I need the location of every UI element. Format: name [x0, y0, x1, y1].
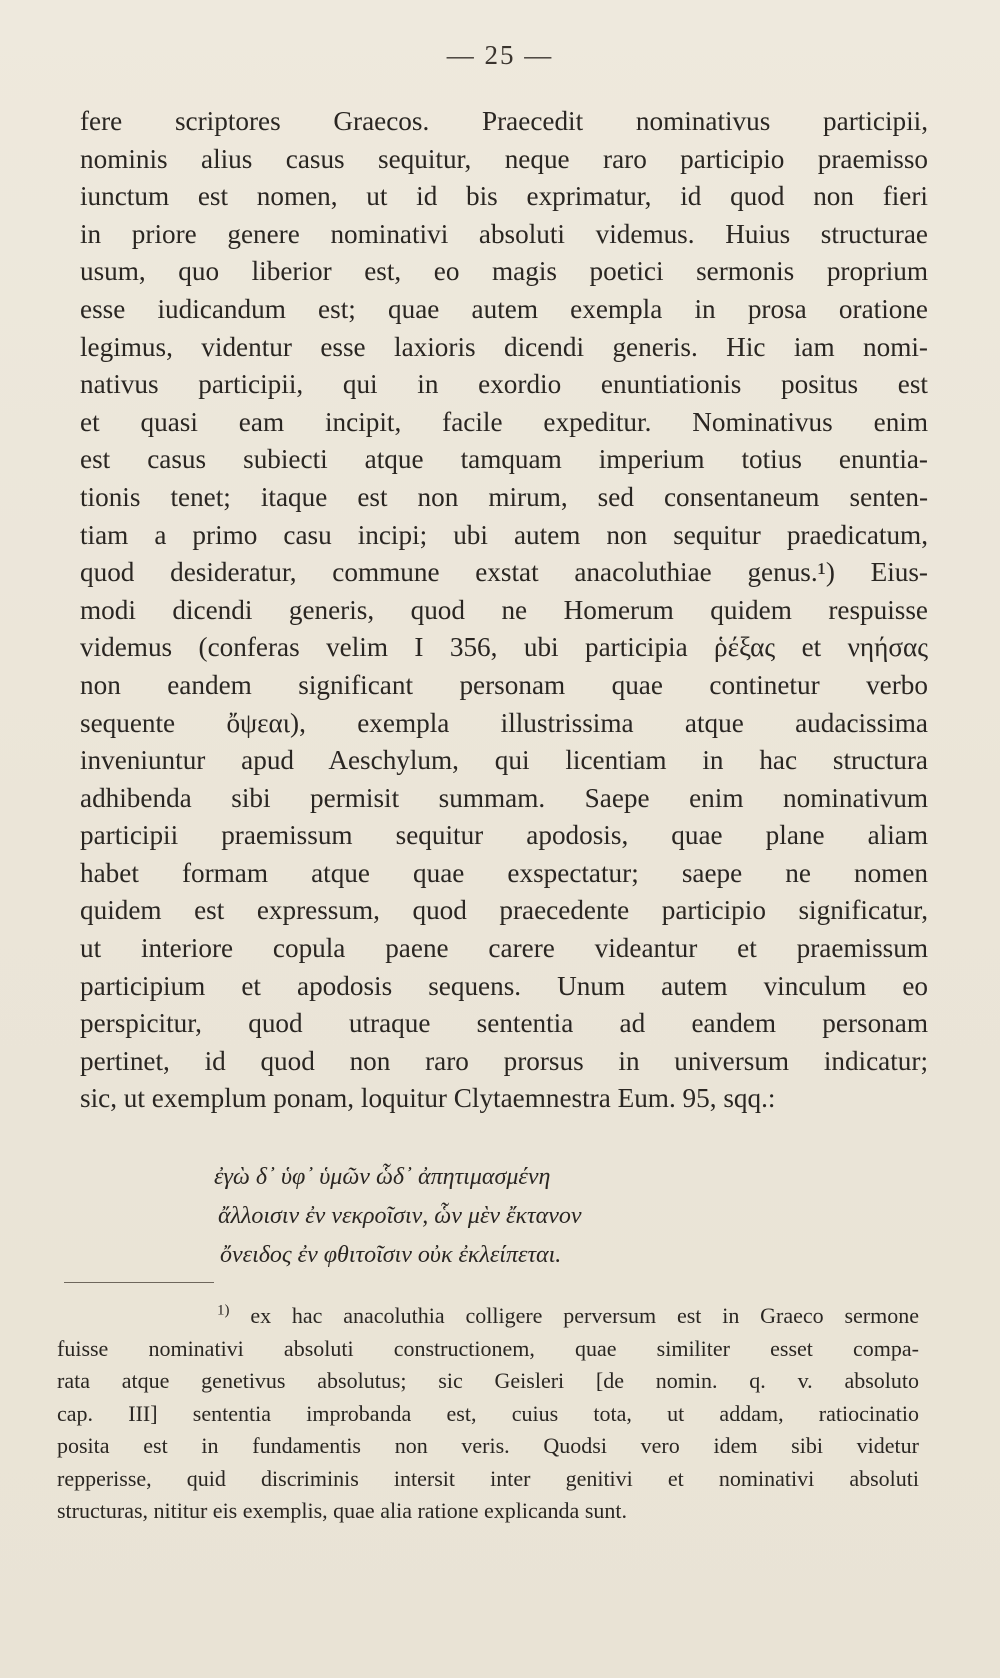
body-line: sic, ut exemplum ponam, loquitur Clytaemnestra Eum. 95, sqq.: — [80, 1083, 776, 1114]
quote-line: ἐγὼ δ᾽ ὑφ᾽ ὑμῶν ὧδ᾽ ἀπητιμασμένη — [214, 1164, 551, 1190]
body-line: tiam a primo casu incipi; ubi autem non sequitur praedicatum, — [80, 519, 928, 550]
body-line: participium et apodosis sequens. Unum autem vinculum eo — [80, 970, 928, 1001]
footnote-line: rata atque genetivus absolutus; sic Geisleri [de nomin. q. v. absoluto — [57, 1368, 919, 1393]
body-line: legimus, videntur esse laxioris dicendi generis. Hic iam nomi- — [80, 331, 928, 362]
body-line: perspicitur, quod utraque sententia ad eandem personam — [80, 1008, 928, 1039]
body-line: nativus participii, qui in exordio enuntiationis positus est — [80, 369, 928, 400]
footnote-divider — [64, 1282, 214, 1283]
footnote-line: cap. III] sententia improbanda est, cuius tota, ut addam, ratiocinatio — [57, 1400, 919, 1426]
body-line: inveniuntur apud Aeschylum, qui licentiam in hac structura — [80, 745, 928, 776]
footnote-line — [57, 1300, 919, 1333]
body-line: iunctum est nomen, ut id bis exprimatur, id quod non fieri — [80, 181, 928, 212]
body-line: sequente ὄψεαι), exempla illustrissima atque audacissima — [80, 707, 928, 738]
footnote-line: posita est in fundamentis non veris. Quodsi vero idem sibi videtur — [57, 1433, 919, 1458]
footnote-line: fuisse nominativi absoluti constructionem, quae similiter esset compa- — [57, 1335, 919, 1361]
body-line: quod desideratur, commune exstat anacoluthiae genus.¹) Eius- — [80, 557, 928, 588]
body-line: nominis alius casus sequitur, neque raro participio praemisso — [80, 143, 928, 174]
page-number: — 25 — — [446, 40, 554, 70]
body-line: habet formam atque quae exspectatur; saepe ne nomen — [80, 857, 928, 888]
quote-line: ὄνειδος ἐν φθιτοῖσιν οὐκ ἐκλείπεται. — [220, 1242, 562, 1268]
footnote-line: structuras, nititur eis exemplis, quae alia ratione explicanda sunt. — [57, 1498, 627, 1523]
body-line: et quasi eam incipit, facile expeditur. Nominativus enim — [80, 406, 928, 437]
greek-quotation — [214, 1158, 774, 1275]
body-line: adhibenda sibi permisit summam. Saepe enim nominativum — [80, 782, 928, 813]
body-line: pertinet, id quod non raro prorsus in universum indicatur; — [80, 1045, 928, 1076]
body-line: fere scriptores Graecos. Praecedit nominativus participii, — [80, 106, 928, 136]
body-line: est casus subiecti atque tamquam imperium totius enuntia- — [80, 444, 928, 475]
footnote-first-line-text: ex hac anacoluthia colligere perversum est in Graeco sermone — [250, 1303, 920, 1328]
body-text — [80, 103, 928, 1118]
body-line: in priore genere nominativi absoluti videmus. Huius structurae — [80, 218, 928, 249]
body-line: modi dicendi generis, quod ne Homerum quidem respuisse — [80, 594, 928, 625]
body-line: quidem est expressum, quod praecedente participio significatur, — [80, 895, 928, 926]
body-line: ut interiore copula paene carere videantur et praemissum — [80, 933, 928, 964]
body-line: tionis tenet; itaque est non mirum, sed consentaneum senten- — [80, 481, 928, 512]
body-line: usum, quo liberior est, eo magis poetici sermonis proprium — [80, 256, 928, 287]
footnote-line: repperisse, quid discriminis intersit inter genitivi et nominativi absoluti — [57, 1465, 919, 1491]
footnote — [57, 1300, 919, 1528]
body-line: videmus (conferas velim I 356, ubi participia ῥέξας et νηήσας — [80, 632, 928, 663]
quote-line: ἄλλοισιν ἐν νεκροῖσιν, ὧν μὲν ἔκτανον — [218, 1203, 582, 1229]
body-line: esse iudicandum est; quae autem exempla in prosa oratione — [80, 293, 928, 324]
body-line: non eandem significant personam quae continetur verbo — [80, 669, 928, 700]
body-line: participii praemissum sequitur apodosis, quae plane aliam — [80, 820, 928, 851]
footnote-marker: 1) — [217, 1302, 230, 1319]
